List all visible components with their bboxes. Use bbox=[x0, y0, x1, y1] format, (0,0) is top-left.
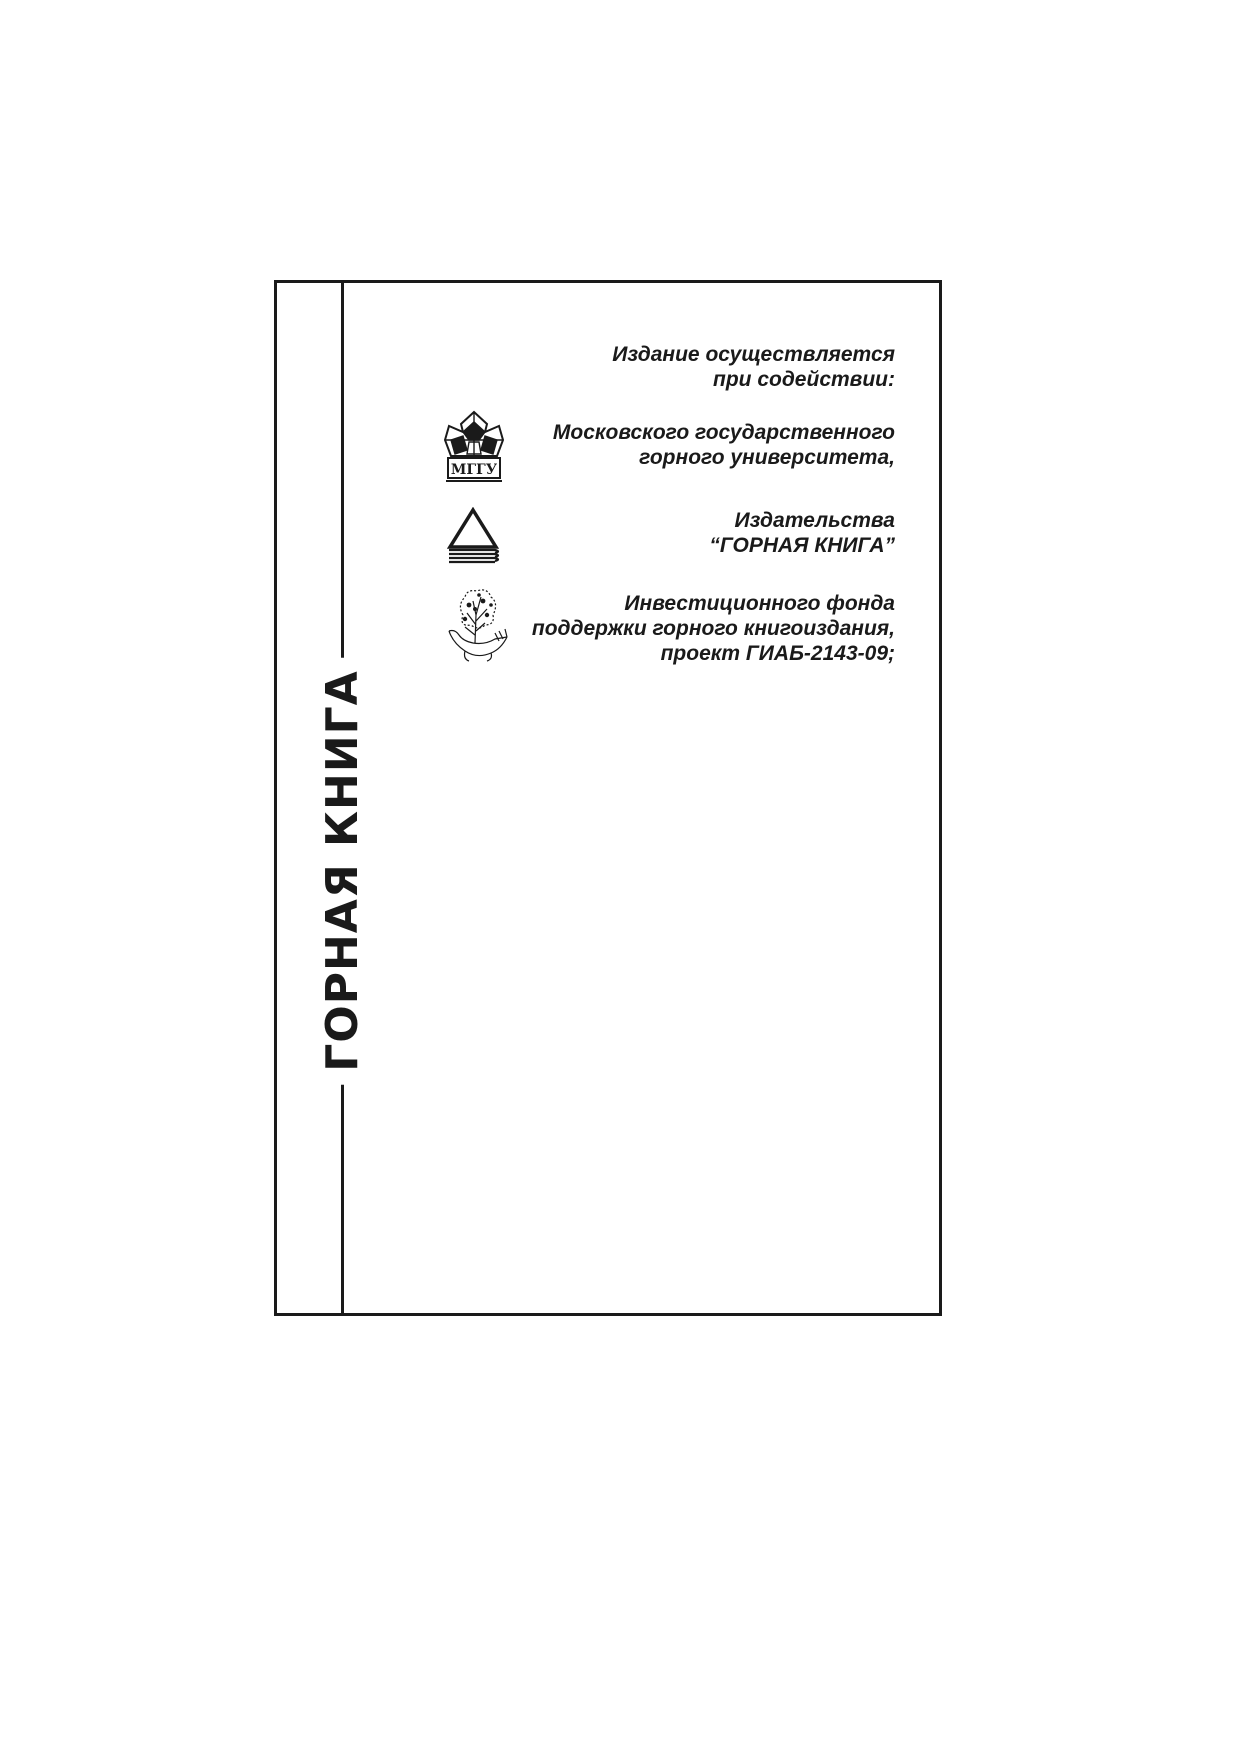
svg-text:МГГУ: МГГУ bbox=[450, 462, 498, 478]
sponsor-mggu bbox=[553, 420, 895, 470]
intro-line-1: Издание осуществляется bbox=[612, 343, 895, 366]
sponsor-fund bbox=[532, 591, 895, 666]
sponsor-fund-line-1: Инвестиционного фонда bbox=[624, 592, 895, 615]
sponsor-fund-line-3: проект ГИАБ-2143-09; bbox=[660, 642, 895, 665]
sponsor-mggu-line-2: горного университета, bbox=[639, 446, 895, 469]
hand-tree-icon bbox=[445, 585, 513, 663]
triangle-books-icon bbox=[447, 507, 503, 565]
intro-block bbox=[612, 342, 895, 392]
sponsor-publisher-line-2: “ГОРНАЯ КНИГА” bbox=[709, 534, 895, 557]
title-frame bbox=[274, 280, 942, 1316]
sponsor-publisher bbox=[709, 508, 895, 558]
sponsor-mggu-line-1: Московского государственного bbox=[552, 421, 895, 444]
spine-title: ГОРНАЯ КНИГА bbox=[316, 657, 370, 1084]
sponsor-publisher-line-1: Издательства bbox=[734, 509, 895, 532]
mggu-logo-icon bbox=[441, 410, 507, 488]
intro-line-2: при содействии: bbox=[713, 368, 895, 391]
sponsor-fund-line-2: поддержки горного книгоиздания, bbox=[531, 617, 895, 640]
